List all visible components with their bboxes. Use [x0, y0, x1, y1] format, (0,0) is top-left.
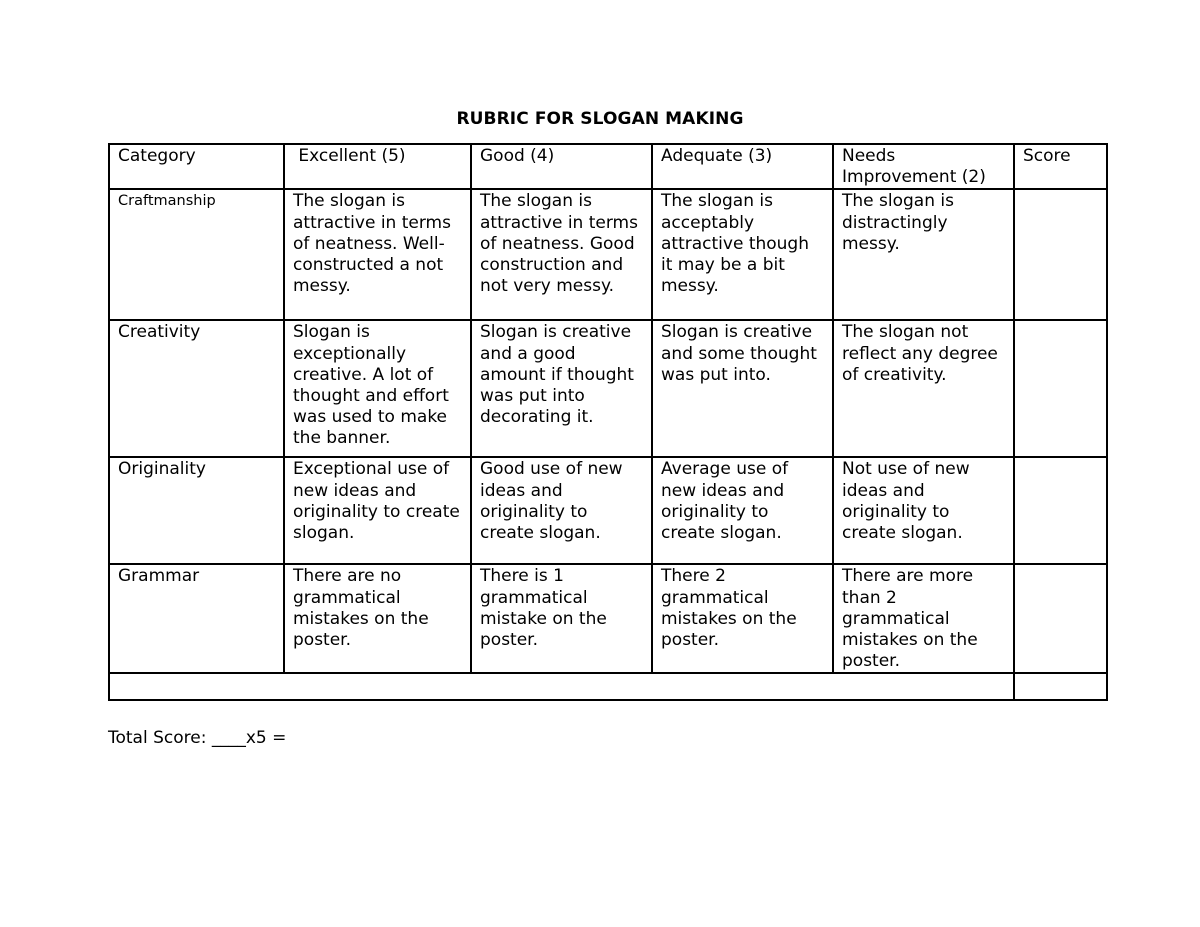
cell-good: Slogan is creative and a good amount if thought was put into decorating it. — [471, 320, 652, 457]
table-row — [109, 320, 1107, 457]
cell-score[interactable] — [1014, 457, 1107, 564]
table-total-row — [109, 673, 1107, 700]
total-row-label-cell — [109, 673, 1014, 700]
cell-adequate: There 2 grammatical mistakes on the poster. — [652, 564, 833, 673]
header-category: Category — [109, 144, 284, 189]
header-needs-improvement: Needs Improvement (2) — [833, 144, 1014, 189]
cell-excellent: There are no grammatical mistakes on the poster. — [284, 564, 471, 673]
header-good: Good (4) — [471, 144, 652, 189]
cell-good: Good use of new ideas and originality to create slogan. — [471, 457, 652, 564]
row-category: Grammar — [109, 564, 284, 673]
cell-needs-improvement: There are more than 2 grammatical mistakes on the poster. — [833, 564, 1014, 673]
row-category: Originality — [109, 457, 284, 564]
page-title: RUBRIC FOR SLOGAN MAKING — [456, 109, 744, 129]
cell-adequate: Average use of new ideas and originality to create slogan. — [652, 457, 833, 564]
cell-excellent: Exceptional use of new ideas and originality to create slogan. — [284, 457, 471, 564]
cell-excellent: Slogan is exceptionally creative. A lot of thought and effort was used to make the banner. — [284, 320, 471, 457]
header-excellent: Excellent (5) — [284, 144, 471, 189]
table-row — [109, 457, 1107, 564]
cell-needs-improvement: The slogan is distractingly messy. — [833, 189, 1014, 320]
cell-score[interactable] — [1014, 189, 1107, 320]
cell-adequate: The slogan is acceptably attractive though it may be a bit messy. — [652, 189, 833, 320]
rubric-table — [108, 143, 1108, 701]
header-score: Score — [1014, 144, 1107, 189]
cell-needs-improvement: The slogan not reflect any degree of creativity. — [833, 320, 1014, 457]
cell-excellent: The slogan is attractive in terms of neatness. Well-constructed a not messy. — [284, 189, 471, 320]
cell-adequate: Slogan is creative and some thought was put into. — [652, 320, 833, 457]
row-category: Creativity — [109, 320, 284, 457]
cell-needs-improvement: Not use of new ideas and originality to create slogan. — [833, 457, 1014, 564]
cell-good: There is 1 grammatical mistake on the poster. — [471, 564, 652, 673]
cell-score[interactable] — [1014, 564, 1107, 673]
row-category: Craftmanship — [109, 189, 284, 320]
table-row — [109, 189, 1107, 320]
table-header-row — [109, 144, 1107, 189]
cell-good: The slogan is attractive in terms of neatness. Good construction and not very messy. — [471, 189, 652, 320]
header-adequate: Adequate (3) — [652, 144, 833, 189]
total-score-cell[interactable] — [1014, 673, 1107, 700]
total-score-line: Total Score: ____x5 = — [108, 728, 287, 748]
cell-score[interactable] — [1014, 320, 1107, 457]
table-row — [109, 564, 1107, 673]
